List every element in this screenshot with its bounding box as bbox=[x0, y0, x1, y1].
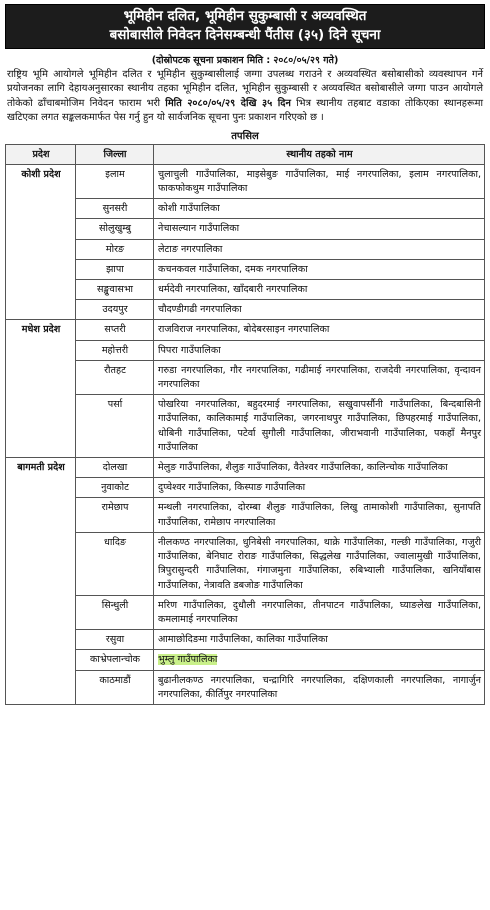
local-cell: मेलुङ गाउँपालिका, शैलुङ गाउँपालिका, वैतेश्वर गाउँपालिका, कालिन्चोक गाउँपालिका bbox=[154, 458, 485, 478]
district-cell: दोलखा bbox=[76, 458, 154, 478]
table-row bbox=[6, 395, 485, 458]
table-row bbox=[6, 300, 485, 320]
local-cell: मन्थली नगरपालिका, दोरम्बा शैलुङ गाउँपालिका, लिखु तामाकोशी गाउँपालिका, सुनापति गाउँपालिका, रामेछाप नगरपालिका bbox=[154, 498, 485, 532]
province-cell-madhesh: मधेश प्रदेश bbox=[6, 320, 76, 458]
local-cell: पोखरिया नगरपालिका, बहुदरमाई नगरपालिका, सखुवापर्सौनी गाउँपालिका, बिन्दबासिनी गाउँपालिका, कालिकामाई गाउँपालिका, जगरनाथपुर गाउँपालिका, छिपहरमाई गाउँपालिका, धोबिनी गाउँपालिका, पटेर्वा सुगौली गाउँपालिका, जीराभवानी गाउँपालिका, पकहाँ मैनपुर गाउँपालिका bbox=[154, 395, 485, 458]
local-cell: धर्मदेवी नगरपालिका, खाँदबारी नगरपालिका bbox=[154, 280, 485, 300]
district-cell: सङ्खुवासभा bbox=[76, 280, 154, 300]
district-cell: नुवाकोट bbox=[76, 478, 154, 498]
district-cell: रसुवा bbox=[76, 630, 154, 650]
local-cell: बुढानीलकण्ठ नगरपालिका, चन्द्रागिरि नगरपालिका, दक्षिणकाली नगरपालिका, नागार्जुन नगरपालिका, कीर्तिपुर नगरपालिका bbox=[154, 670, 485, 704]
notice-intro-paragraph bbox=[7, 68, 483, 126]
table-row bbox=[6, 320, 485, 340]
local-cell: चौदण्डीगढी नगरपालिका bbox=[154, 300, 485, 320]
district-cell: मोरङ bbox=[76, 239, 154, 259]
header-province: प्रदेश bbox=[6, 144, 76, 164]
district-cell: सोलुखुम्बु bbox=[76, 219, 154, 239]
local-cell: नीलकण्ठ नगरपालिका, धुनिबेसी नगरपालिका, थाक्रे गाउँपालिका, गल्छी गाउँपालिका, गजुरी गाउँपालिका, बेनिघाट रोराङ गाउँपालिका, सिद्धलेख गाउँपालिका, ज्वालामुखी गाउँपालिका, त्रिपुरासुन्दरी गाउँपालिका, गंगाजमुना गाउँपालिका, रुबिभ्याली गाउँपालिका, खनियाँबास गाउँपालिका, नेत्रावति डबजोङ गाउँपालिका bbox=[154, 532, 485, 595]
intro-line: सङ्कलकमार्फत पेस गर्नु हुन यो सार्वजनिक सूचना पुनः प्रकाशन गरिएको छ । bbox=[61, 112, 324, 124]
local-levels-table bbox=[5, 144, 485, 705]
province-cell-koshi: कोशी प्रदेश bbox=[6, 164, 76, 320]
table-row bbox=[6, 630, 485, 650]
table-row bbox=[6, 458, 485, 478]
district-cell: सप्तरी bbox=[76, 320, 154, 340]
district-cell: इलाम bbox=[76, 164, 154, 198]
district-cell: रामेछाप bbox=[76, 498, 154, 532]
district-cell: उदयपुर bbox=[76, 300, 154, 320]
local-cell: लेटाङ नगरपालिका bbox=[154, 239, 485, 259]
table-row bbox=[6, 340, 485, 360]
local-cell: नेचासल्यान गाउँपालिका bbox=[154, 219, 485, 239]
table-row bbox=[6, 478, 485, 498]
table-row bbox=[6, 650, 485, 670]
table-row bbox=[6, 164, 485, 198]
intro-line: बसोबासीको व्यवस्थापन गर्ने प्रयोजनका लागि देहायअनुसारका स्थानीय तहका भूमिहीन दलित, भूमिहीन bbox=[7, 69, 483, 95]
local-cell: चुलाचुली गाउँपालिका, माइसेबुङ गाउँपालिका, माई नगरपालिका, इलाम नगरपालिका, फाकफोकथुम गाउँपालिका bbox=[154, 164, 485, 198]
table-row bbox=[6, 498, 485, 532]
header-district: जिल्ला bbox=[76, 144, 154, 164]
intro-line: राष्ट्रिय भूमि आयोगले भूमिहीन दलित र भूमिहीन सुकुम्बासीलाई जग्गा उपलब्ध गराउने र अव्यवस्थित bbox=[7, 69, 377, 80]
local-cell: राजविराज नगरपालिका, बोदेबरसाइन नगरपालिका bbox=[154, 320, 485, 340]
intro-line: भित्र स्थानीय तहबाट वडाका तोकिएका स्थानहरूमा खटिएका लगत bbox=[7, 97, 484, 124]
local-cell: पिपरा गाउँपालिका bbox=[154, 340, 485, 360]
district-cell: सिन्धुली bbox=[76, 595, 154, 629]
local-cell: आमाछोदिङमा गाउँपालिका, कालिका गाउँपालिका bbox=[154, 630, 485, 650]
local-cell: गरुडा नगरपालिका, गौर नगरपालिका, गढीमाई नगरपालिका, राजदेवी नगरपालिका, वृन्दावन नगरपालिका bbox=[154, 360, 485, 394]
table-row bbox=[6, 595, 485, 629]
district-cell: काठमाडौं bbox=[76, 670, 154, 704]
local-cell: मरिण गाउँपालिका, दुधौली नगरपालिका, तीनपाटन गाउँपालिका, घ्याङलेख गाउँपालिका, कमलामाई नगरपालिका bbox=[154, 595, 485, 629]
table-row bbox=[6, 239, 485, 259]
local-cell-highlighted bbox=[154, 650, 485, 670]
notice-title-banner bbox=[5, 4, 485, 49]
table-row bbox=[6, 199, 485, 219]
local-cell: कोशी गाउँपालिका bbox=[154, 199, 485, 219]
publication-date-subtitle: (दोस्रोपटक सूचना प्रकाशन मिति : २०८०/०५/२९ गते) bbox=[151, 55, 339, 66]
intro-deadline: मिति २०८०/०५/२९ देखि ३५ दिन bbox=[165, 97, 291, 109]
district-cell: महोत्तरी bbox=[76, 340, 154, 360]
table-row bbox=[6, 670, 485, 704]
table-row bbox=[6, 532, 485, 595]
district-cell: धादिङ bbox=[76, 532, 154, 595]
local-cell: दुप्चेश्वर गाउँपालिका, किस्पाङ गाउँपालिका bbox=[154, 478, 485, 498]
district-cell: काभ्रेपलान्चोक bbox=[76, 650, 154, 670]
province-cell-bagmati: बागमती प्रदेश bbox=[6, 458, 76, 705]
table-row bbox=[6, 280, 485, 300]
highlighted-local-name: भुम्लु गाउँपालिका bbox=[158, 654, 218, 666]
district-cell: रौतहट bbox=[76, 360, 154, 394]
header-local: स्थानीय तहको नाम bbox=[154, 144, 485, 164]
title-line-2: बसोबासीले निवेदन दिनेसम्बन्धी पैंतीस (३५) दिने सूचना bbox=[109, 27, 381, 43]
title-line-1: भूमिहीन दलित, भूमिहीन सुकुम्बासी र अव्यवस्थित bbox=[123, 8, 367, 24]
table-caption: तपसिल bbox=[231, 130, 259, 142]
table-row bbox=[6, 360, 485, 394]
intro-line: सुकुम्बासी र अव्यवस्थित बसोबासीले जग्गा पाउन आयोगले तोकेको ढाँचाबमोजिम निवेदन फाराम भरी bbox=[7, 83, 483, 109]
district-cell: झापा bbox=[76, 259, 154, 279]
district-cell: सुनसरी bbox=[76, 199, 154, 219]
table-row bbox=[6, 219, 485, 239]
district-cell: पर्सा bbox=[76, 395, 154, 458]
local-cell: कचनकवल गाउँपालिका, दमक नगरपालिका bbox=[154, 259, 485, 279]
table-row bbox=[6, 259, 485, 279]
table-header-row bbox=[6, 144, 485, 164]
